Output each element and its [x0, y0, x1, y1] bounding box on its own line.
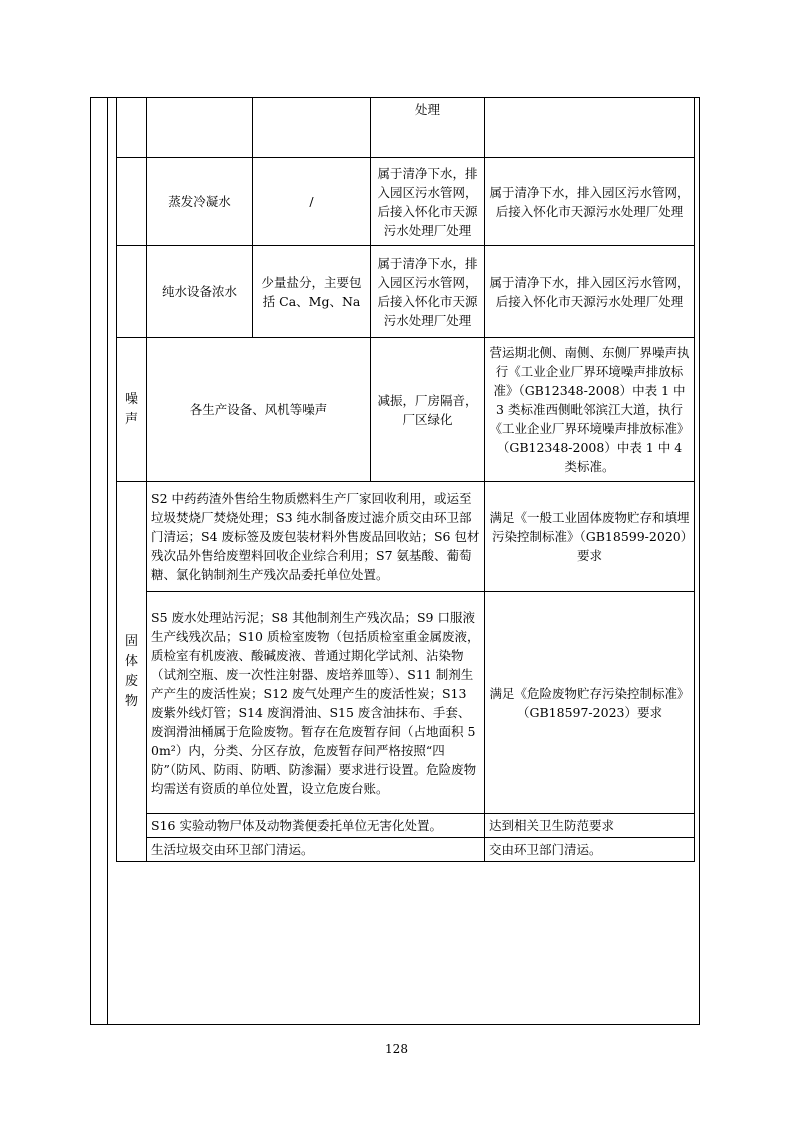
- solid-standard-cell: 满足《危险废物贮存污染控制标准》（GB18597-2023）要求: [485, 592, 695, 814]
- pollutant-cell: [253, 98, 371, 158]
- noise-source-cell: 各生产设备、风机等噪声: [147, 338, 371, 482]
- table-row: [117, 158, 695, 246]
- measure-cell: 属于清净下水，排入园区污水管网，后接入怀化市天源污水处理厂处理: [371, 246, 485, 338]
- noise-measure-cell: 减振，厂房隔音，厂区绿化: [371, 338, 485, 482]
- solid-standard-cell: 达到相关卫生防范要求: [485, 814, 695, 838]
- measure-cell: 属于清净下水，排入园区污水管网，后接入怀化市天源污水处理厂处理: [371, 158, 485, 246]
- table-row: [117, 98, 695, 158]
- category-solid-waste-cell: [117, 482, 147, 862]
- solid-standard-cell: 交由环卫部门清运。: [485, 838, 695, 862]
- measure-cell: 处理: [371, 98, 485, 158]
- table-row: [117, 838, 695, 862]
- table-row: [117, 246, 695, 338]
- inner-border-line: [107, 97, 108, 1025]
- solid-measure-cell: S2 中药药渣外售给生物质燃料生产厂家回收利用，或运至垃圾焚烧厂焚烧处理；S3 纯水制备废过滤介质交由环卫部门清运；S4 废标签及废包装材料外售废品回收站；S6 包材残次品外售给废塑料回收企业综合利用；S7 氨基酸、葡萄糖、氯化钠制剂生产残次品委托单位处置。: [147, 482, 485, 592]
- solid-measure-cell: S16 实验动物尸体及动物粪便委托单位无害化处置。: [147, 814, 485, 838]
- noise-standard-cell: 营运期北侧、南侧、东侧厂界噪声执行《工业企业厂界环境噪声排放标准》（GB12348-2008）中表 1 中 3 类标准西侧毗邻滨江大道，执行《工业企业厂界环境噪声排放标准》（GB12348-2008）中表 1 中 4 类标准。: [485, 338, 695, 482]
- category-noise-label: 噪声: [124, 391, 138, 427]
- category-noise-cell: [117, 338, 147, 482]
- item-name-cell: 纯水设备浓水: [147, 246, 253, 338]
- measures-table-container: [116, 97, 694, 862]
- item-name-cell: 蒸发冷凝水: [147, 158, 253, 246]
- category-cell: [117, 98, 147, 158]
- pollutant-cell: /: [253, 158, 371, 246]
- environmental-measures-table: [116, 97, 695, 862]
- item-name-cell: [147, 98, 253, 158]
- standard-cell: [485, 98, 695, 158]
- solid-standard-cell: 满足《一般工业固体废物贮存和填埋污染控制标准》（GB18599-2020）要求: [485, 482, 695, 592]
- standard-cell: 属于清净下水，排入园区污水管网，后接入怀化市天源污水处理厂处理: [485, 158, 695, 246]
- table-row: [117, 592, 695, 814]
- table-row: [117, 338, 695, 482]
- table-row: [117, 814, 695, 838]
- category-cell: [117, 246, 147, 338]
- table-row: [117, 482, 695, 592]
- standard-cell: 属于清净下水，排入园区污水管网，后接入怀化市天源污水处理厂处理: [485, 246, 695, 338]
- solid-measure-cell: 生活垃圾交由环卫部门清运。: [147, 838, 485, 862]
- category-solid-waste-label: 固体废物: [124, 633, 138, 709]
- solid-measure-cell: S5 废水处理站污泥；S8 其他制剂生产残次品；S9 口服液生产线残次品；S10 质检室废物（包括质检室重金属废液，质检室有机废液、酸碱废液、普通过期化学试剂、沾染物（试剂空瓶、废一次性注射器、废培养皿等）、S11 制剂生产产生的废活性炭；S12 废气处理产生的废活性炭；S13 废紫外线灯管；S14 废润滑油、S15 废含油抹布、手套、废润滑油桶属于危险废物。暂存在危废暂存间（占地面积 50m²）内，分类、分区存放，危废暂存间严格按照“四防”（防风、防雨、防晒、防渗漏）要求进行设置。危险废物均需送有资质的单位处置，设立危废台账。: [147, 592, 485, 814]
- category-cell: [117, 158, 147, 246]
- pollutant-cell: 少量盐分，主要包括 Ca、Mg、Na: [253, 246, 371, 338]
- page-number: 128: [385, 1042, 408, 1056]
